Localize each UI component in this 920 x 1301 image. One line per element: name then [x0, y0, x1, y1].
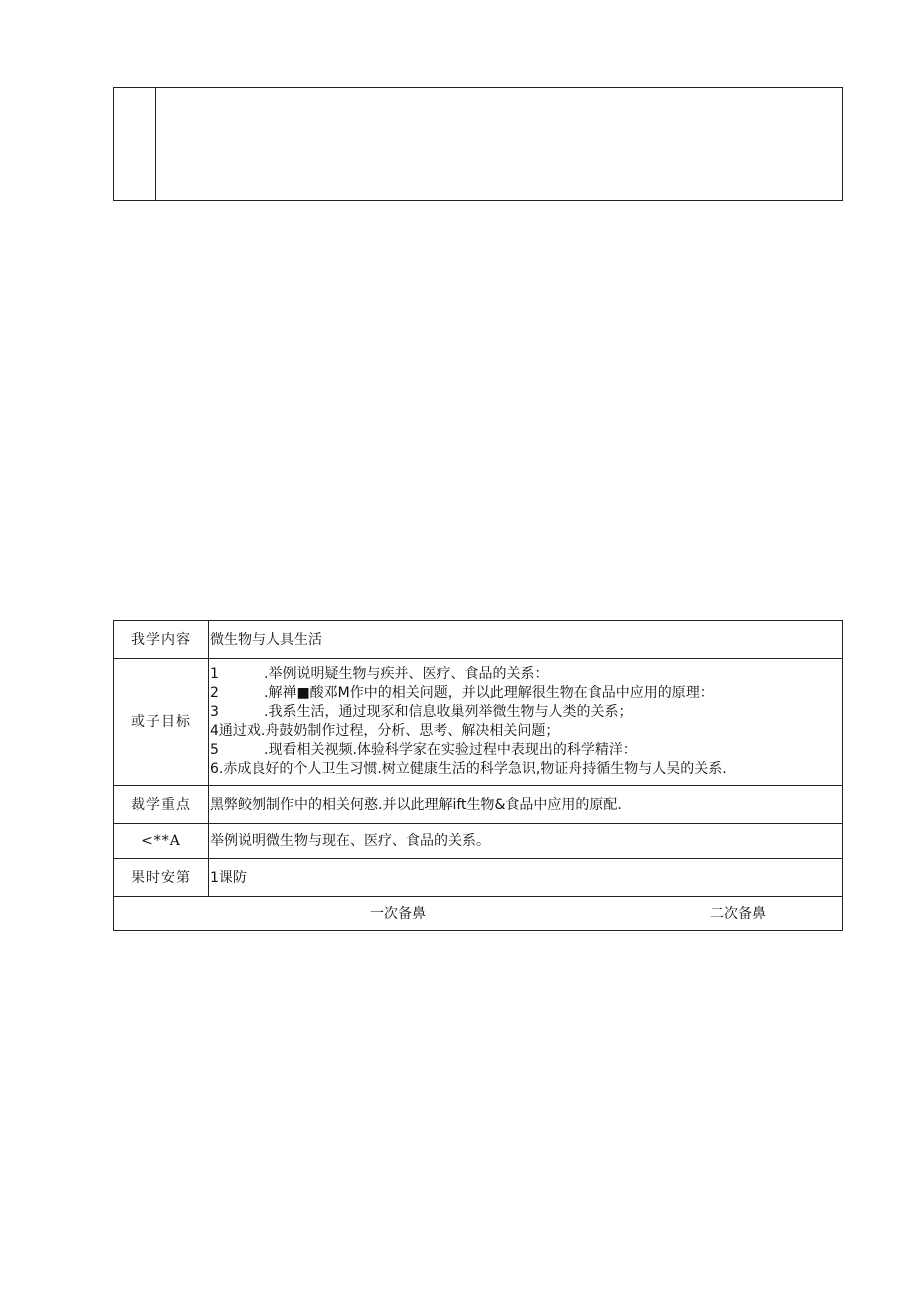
goal-number: 5: [210, 742, 219, 758]
lesson-plan-table: [113, 620, 843, 931]
empty-table: [113, 87, 843, 201]
difficult-value: 举例说明微生物与现在、医疗、食品的关系。: [209, 824, 843, 859]
prep-cell: [114, 897, 843, 931]
time-label: 果时安第: [114, 859, 209, 897]
row-goals: [114, 659, 843, 786]
row-preparation: [114, 897, 843, 931]
table-divider: [155, 88, 156, 200]
goal-item: [210, 684, 842, 703]
goal-text: 通过戏.舟鼓奶制作过程，分析、思考、解决相关问题；: [218, 723, 560, 739]
goal-item: [210, 760, 842, 779]
first-prep-label: 一次备鼻: [370, 906, 426, 922]
row-difficult-points: [114, 824, 843, 859]
content-label: 我学内容: [114, 621, 209, 659]
goal-number: 6: [210, 761, 219, 777]
content-value: 微生物与人具生活: [209, 621, 843, 659]
key-label: 裁学重点: [114, 786, 209, 824]
goals-list: [209, 659, 843, 786]
goal-item: [210, 722, 842, 741]
difficult-label: <**A: [114, 824, 209, 859]
goal-text: .现看相关视频.体验科学家在实验过程中表现出的科学精洋：: [264, 742, 637, 758]
goal-item: [210, 665, 842, 684]
goal-text: .我系生活，通过现豕和信息收巢列举微生物与人类的关系；: [264, 704, 633, 720]
goal-text: .赤成良好的个人卫生习惯.树立健康生活的科学急识,物证舟持循生物与人吴的关系.: [218, 761, 727, 777]
second-prep-label: 二次备鼻: [710, 906, 766, 922]
time-value: 1课防: [209, 859, 843, 897]
goal-number: 3: [210, 704, 219, 720]
goal-text: .举例说明疑生物与疾并、医疗、食品的关系：: [264, 666, 549, 682]
key-value: 黑弊鲛刎制作中的相关何憨.并以此理解ift生物&食品中应用的原配.: [209, 786, 843, 824]
goal-item: [210, 741, 842, 760]
goal-number: 2: [210, 685, 219, 701]
goal-number: 4: [210, 723, 219, 739]
row-content: [114, 621, 843, 659]
goal-number: 1: [210, 666, 219, 682]
goal-text: .解禅■酸邓M作中的相关问题，并以此理解很生物在食品中应用的原理：: [264, 685, 714, 701]
row-key-points: [114, 786, 843, 824]
goal-item: [210, 703, 842, 722]
goals-label: 或子目标: [114, 659, 209, 786]
row-time: [114, 859, 843, 897]
